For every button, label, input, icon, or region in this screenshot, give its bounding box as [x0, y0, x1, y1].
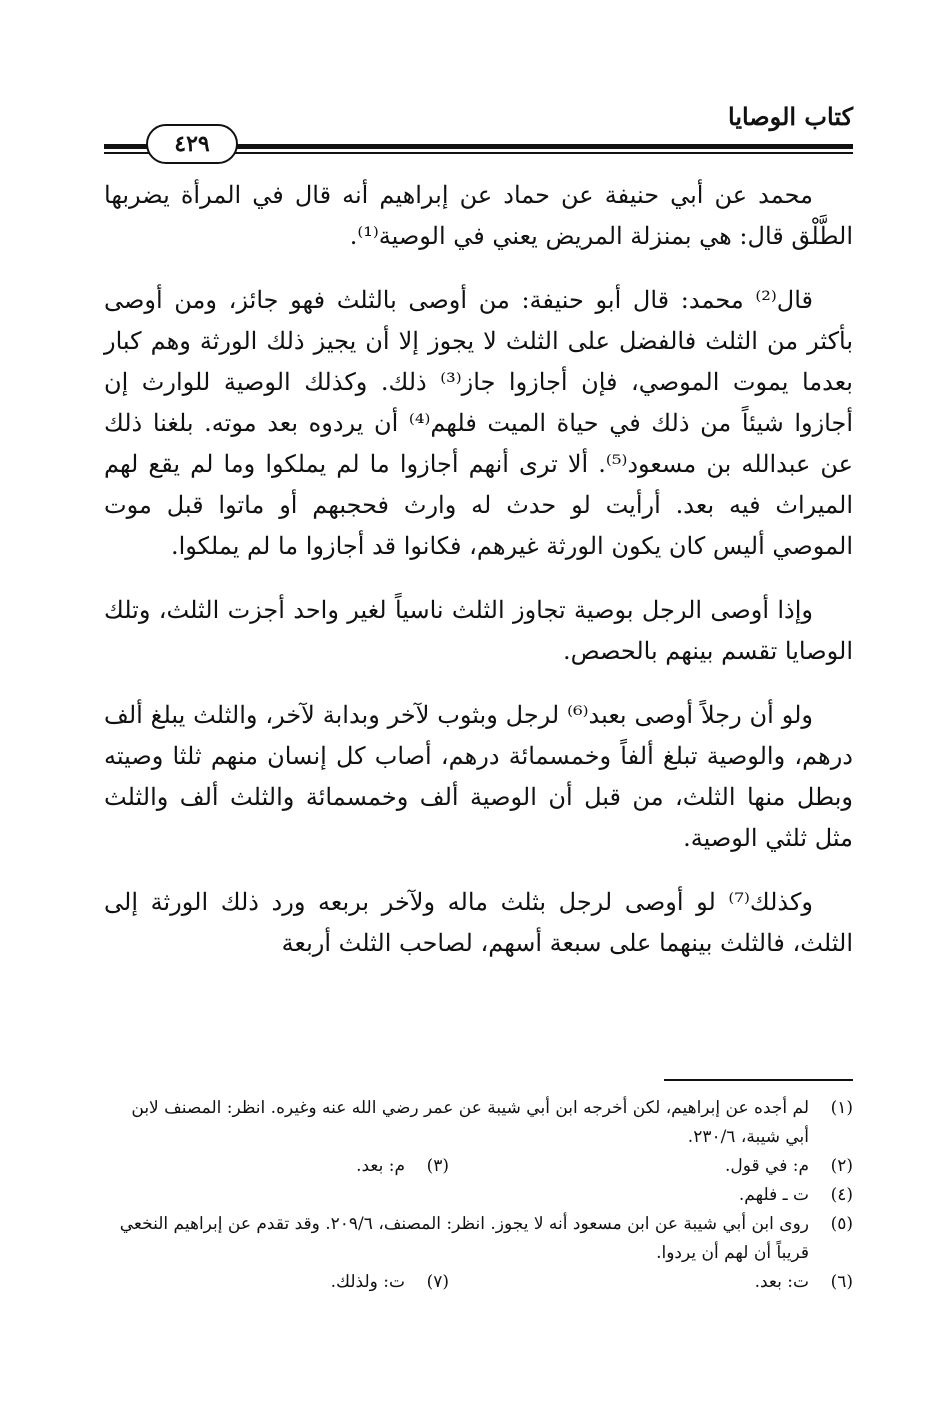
footnote-text: ت: بعد.	[754, 1272, 809, 1292]
footnote-number: (٥)	[830, 1214, 853, 1234]
footnote-separator	[664, 1079, 853, 1081]
header-rule-left	[104, 144, 150, 149]
paragraph-2: قال⁽²⁾ محمد: قال أبو حنيفة: من أوصى بالثلث فهو جائز، ومن أوصى بأكثر من الثلث فالفضل على الثلث لا يجوز إلا أن يجيز ذلك الورثة وهم كبار بعدما يموت الموصي، فإن أجازوا جاز⁽³⁾ ذلك. وكذلك الوصية للوارث إن أجازوا شيئاً من ذلك في حياة الميت فلهم⁽⁴⁾ أن يردوه بعد موته. بلغنا ذلك عن عبدالله بن مسعود⁽⁵⁾. ألا ترى أنهم أجازوا ما لم يملكوا وما لم يقع لهم الميراث فيه بعد. أرأيت لو حدث له وارث فحجبهم أو ماتوا قبل موت الموصي أليس كان يكون الورثة غيرهم، فكانوا قد أجازوا ما لم يملكوا.	[104, 286, 854, 560]
footnote-text: روى ابن أبي شيبة عن ابن مسعود أنه لا يجوز. انظر: المصنف، ٢٠٩/٦. وقد تقدم عن إبراهيم النخعي قريباً أن لهم أن يردوا.	[119, 1214, 809, 1263]
footnote-1	[104, 1094, 853, 1152]
running-header-title: كتاب الوصايا	[728, 102, 853, 131]
footnote-6	[449, 1268, 853, 1297]
footnote-5	[104, 1210, 853, 1268]
paragraph-4: ولو أن رجلاً أوصى بعبد⁽⁶⁾ لرجل وبثوب لآخر وبدابة لآخر، والثلث يبلغ ألف درهم، والوصية تبلغ ألفاً وخمسمائة درهم، أصاب كل إنسان منهم ثلثا وصيته وبطل منها الثلث، من قبل أن الوصية ألف وخمسمائة والثلث ألف والثلث مثل ثلثي الوصية.	[104, 701, 853, 852]
header-rule-thin	[230, 152, 853, 154]
header-rule-left-thin	[104, 152, 150, 154]
footnote-text: م: بعد.	[356, 1156, 405, 1176]
main-text	[104, 175, 853, 987]
footnote-text: ت: ولذلك.	[330, 1272, 405, 1292]
footnote-number: (٤)	[830, 1185, 853, 1205]
paragraph-5: وكذلك⁽⁷⁾ لو أوصى لرجل بثلث ماله ولآخر بربعه ورد ذلك الورثة إلى الثلث، فالثلث بينهما على سبعة أسهم، لصاحب الثلث أربعة	[104, 888, 853, 957]
footnote-number: (٢)	[830, 1156, 853, 1176]
footnote-text: ت ـ فلهم.	[738, 1185, 809, 1205]
paragraph-3: وإذا أوصى الرجل بوصية تجاوز الثلث ناسياً لغير واحد أجزت الثلث، وتلك الوصايا تقسم بينهم بالحصص.	[104, 596, 853, 665]
footnote-number: (٦)	[830, 1272, 853, 1292]
footnote-4	[104, 1181, 853, 1210]
footnote-number: (٧)	[426, 1272, 449, 1292]
footnote-2	[449, 1152, 853, 1181]
footnote-3	[356, 1152, 449, 1181]
footnote-text: لم أجده عن إبراهيم، لكن أخرجه ابن أبي شيبة عن عمر رضي الله عنه وغيره. انظر: المصنف لابن أبي شيبة، ٢٣٠/٦.	[131, 1098, 809, 1147]
footnote-row-6-7	[104, 1268, 853, 1297]
footnote-number: (١)	[830, 1098, 853, 1118]
footnote-7	[331, 1268, 449, 1297]
footnotes	[104, 1094, 853, 1297]
footnote-row-2-3	[104, 1152, 853, 1181]
paragraph-1: محمد عن أبي حنيفة عن حماد عن إبراهيم أنه قال في المرأة يضربها الطَّلْق قال: هي بمنزلة المريض يعني في الوصية⁽¹⁾.	[104, 181, 853, 250]
header-rule	[230, 144, 853, 149]
footnote-number: (٣)	[426, 1156, 449, 1176]
footnote-text: م: في قول.	[724, 1156, 809, 1176]
page-number-badge: ٤٢٩	[146, 124, 238, 164]
